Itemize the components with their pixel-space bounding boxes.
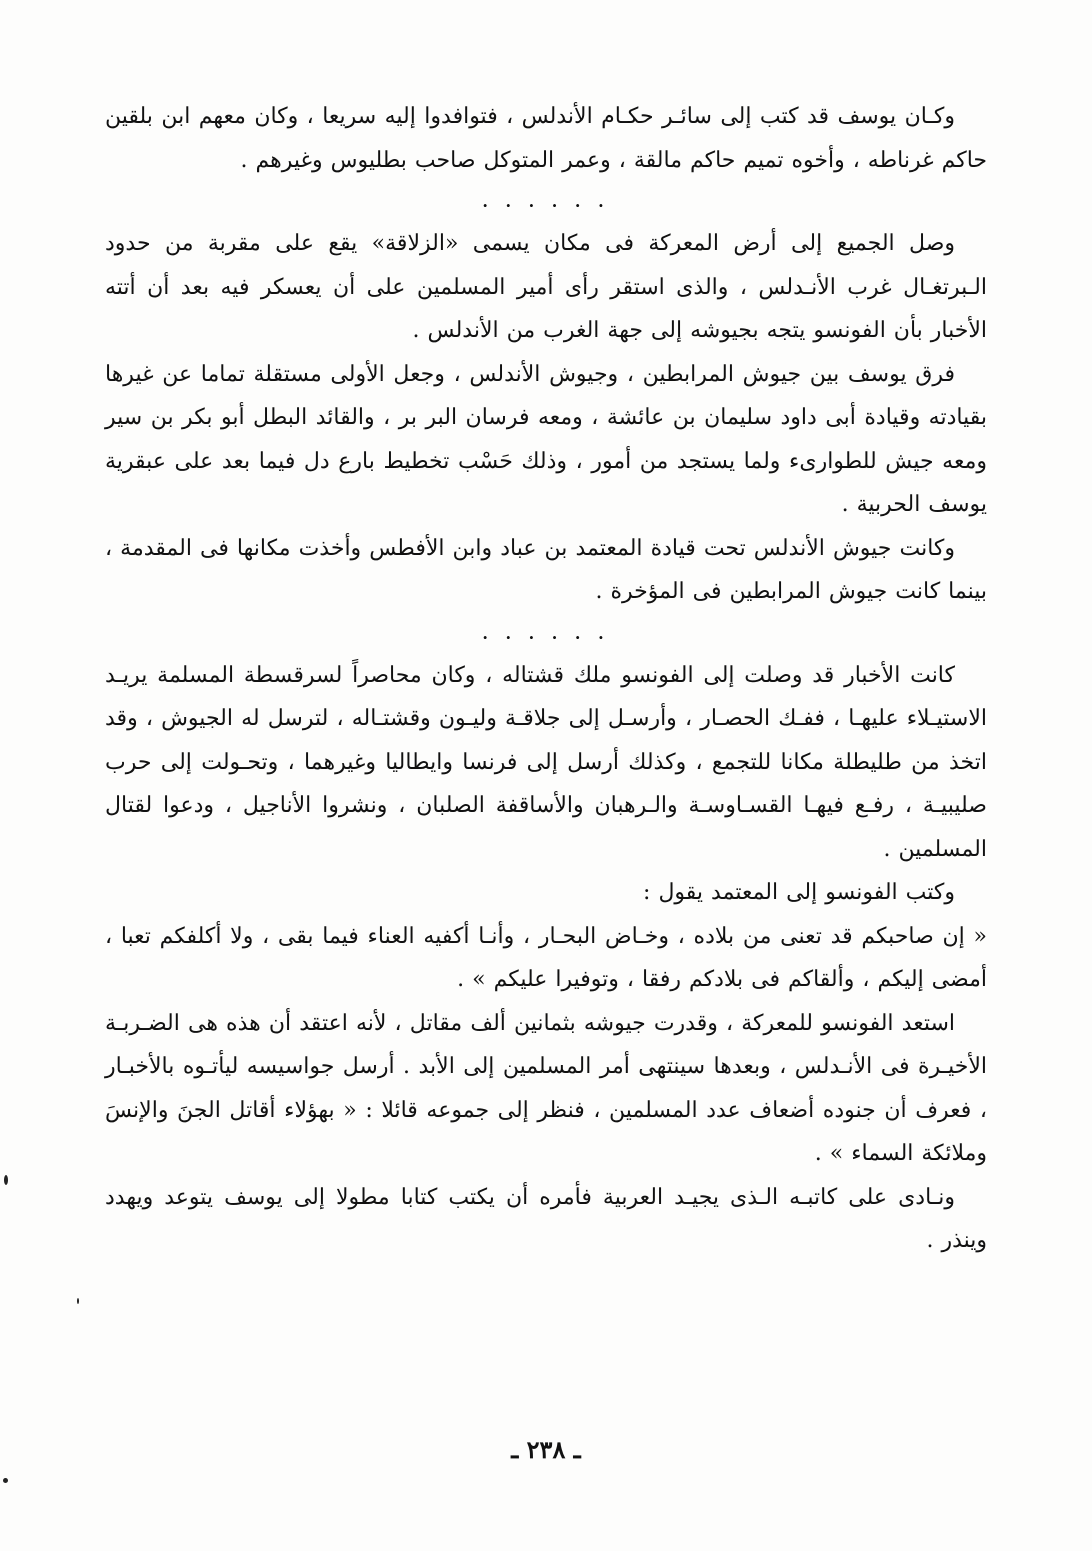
paragraph: وكتب الفونسو إلى المعتمد يقول : (643, 880, 955, 905)
paragraph: وصل الجميع إلى أرض المعركة فى مكان يسمى «الزلاقة» يقع على مقربة من حدود الـبرتغـال غرب الأنـدلس ، والذى استقر رأى أمير المسلمين على أن يعسكر فيه بعد أن أتته الأخبار بأن الفونسو يتجه بجيوشه إلى جهة الغرب من الأندلس . (105, 231, 987, 343)
paragraph: كانت الأخبار قد وصلت إلى الفونسو ملك قشتاله ، وكان محاصراً لسرقسطة المسلمة يريـد الاستيـلاء عليهـا ، ففـك الحصـار ، وأرسـل إلى جلاقـة وليـون وقشتـاله ، لترسل له الجيوش ، وقد اتخذ من طليطلة مكانا للتجمع ، وكذلك أرسل إلى فرنسا وايطاليا وغيرهما ، وتحـولت إلى حرب صليبيـة ، رفـع فيهـا القسـاوسـة والـرهبان والأساقفة الصلبان ، ونشروا الأناجيل ، ودعوا لقتال المسلمين . (105, 662, 987, 862)
paragraph: وكـان يوسف قد كتب إلى سائـر حكـام الأندلس ، فتوافدوا إليه سريعا ، وكان معهم ابن بلقين حاكم غرناطه ، وأخوه تميم حاكم مالقة ، وعمر المتوكل صاحب بطليوس وغيرهم . (105, 104, 987, 173)
scan-speck (3, 1478, 8, 1483)
paragraph: استعد الفونسو للمعركة ، وقدرت جيوشه بثمانين ألف مقاتل ، لأنه اعتقد أن هذه هى الضـربـة الأخيـرة فى الأنـدلس ، وبعدها سينتهى أمر المسلمين إلى الأبد . أرسل جواسيسه ليأتـوه بالأخبـار ، فعرف أن جنوده أضعاف عدد المسلمين ، فنظر إلى جموعه قائلا : « بهؤلاء أقاتل الجنَ والإنسَ وملائكة السماء » . (105, 1010, 988, 1166)
section-separator: . . . . . . (482, 192, 610, 211)
scan-speck (4, 1175, 8, 1185)
paragraph: فرق يوسف بين جيوش المرابطين ، وجيوش الأندلس ، وجعل الأولى مستقلة تماما عن غيرها بقيادته وقيادة أبى داود سليمان بن عائشة ، ومعه فرسان البر بر ، والقائد البطل أبو بكر بن سير ومعه جيش للطوارىء ولما يستجد من أمور ، وذلك حَسْب تخطيط بارع دل فيما بعد على عبقرية يوسف الحربية . (105, 361, 987, 517)
paragraph: ونـادى على كاتبـه الـذى يجيـد العربية فأمره أن يكتب كتابا مطولا إلى يوسف يتوعد ويهدد وينذر . (105, 1184, 987, 1253)
page-number: ـ ٢٣٨ ـ (511, 1435, 581, 1464)
section-separator: . . . . . . (482, 623, 610, 643)
scan-speck (77, 1298, 79, 1304)
paragraph: وكانت جيوش الأندلس تحت قيادة المعتمد بن عباد وابن الأفطس وأخذت مكانها فى المقدمة ، بينما كانت جيوش المرابطين فى المؤخرة . (105, 535, 987, 604)
page-body (105, 95, 987, 1495)
quotation-paragraph: « إن صاحبكم قد تعنى من بلاده ، وخـاض البحـار ، وأنـا أكفيه العناء فيما بقى ، ولا أكلفكم تعبا ، أمضى إليكم ، وألقاكم فى بلادكم رفقا ، وتوفيرا عليكم » . (105, 923, 987, 992)
